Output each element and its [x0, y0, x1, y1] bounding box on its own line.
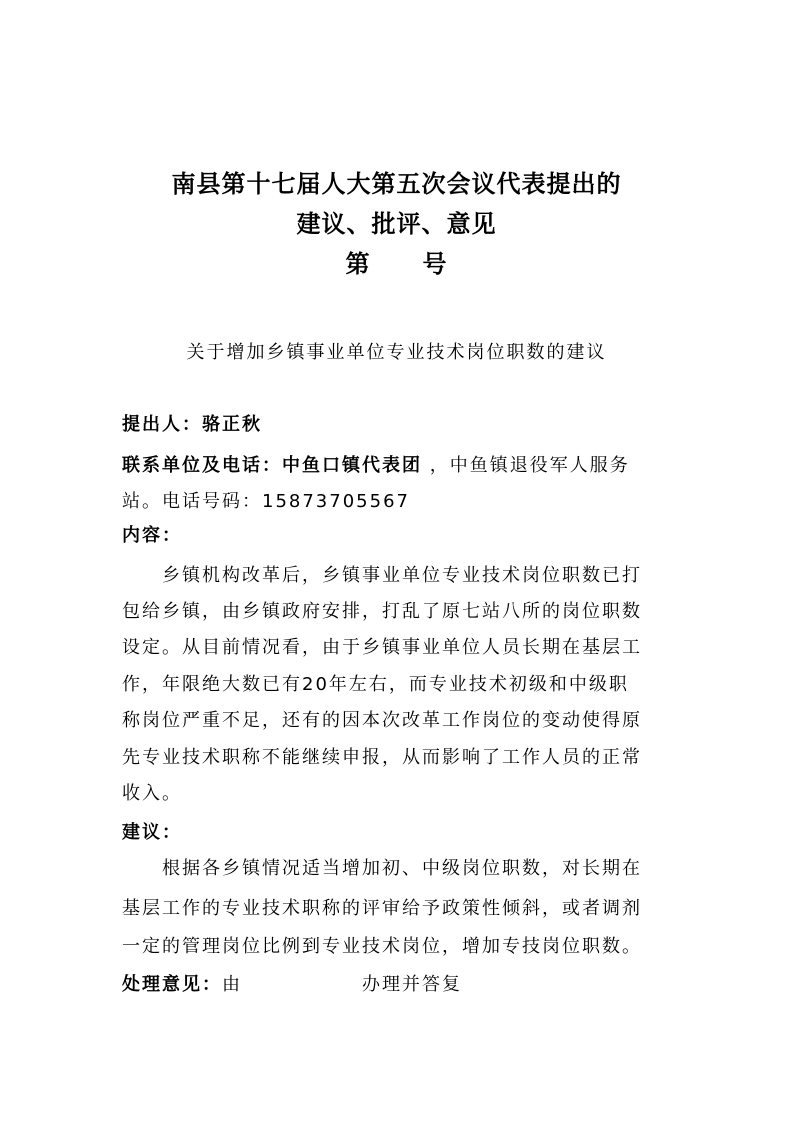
- contact-line: [122, 451, 682, 477]
- content-line-5: 称岗位严重不足，还有的因本次改革工作岗位的变动使得原: [122, 710, 642, 731]
- contact-label: 联系单位及电话：: [122, 455, 282, 476]
- proposer-label: 提出人：: [122, 414, 202, 435]
- contact-sep: ，: [422, 455, 450, 476]
- content-line-6: 先专业技术职称不能继续申报，从而影响了工作人员的正常: [122, 747, 642, 768]
- number-left: 第: [345, 249, 371, 278]
- handling-line: [122, 970, 682, 996]
- content-line-2: 包给乡镇，由乡镇政府安排，打乱了原七站八所的岗位职数: [122, 601, 642, 622]
- title-line-1: 南县第十七届人大第五次会议代表提出的: [171, 169, 622, 198]
- suggestion-line-2: 基层工作的专业技术职称的评审给予政策性倾斜，或者调剂: [122, 898, 642, 919]
- content-line-4: 作，年限绝大数已有20年左右，而专业技术初级和中级职: [122, 674, 629, 695]
- content-line-1: 乡镇机构改革后，乡镇事业单位专业技术岗位职数已打: [162, 565, 642, 586]
- suggestion-line-1: 根据各乡镇情况适当增加初、中级岗位职数，对长期在: [162, 858, 642, 879]
- subject-line: 关于增加乡镇事业单位专业技术岗位职数的建议: [186, 342, 607, 363]
- suggestion-line-3: 一定的管理岗位比例到专业技术岗位，增加专技岗位职数。: [122, 936, 642, 957]
- document-number: [0, 244, 793, 279]
- contact-unit: 中鱼口镇代表团: [282, 455, 422, 476]
- contact-detail-2: 站。电话号码：15873705567: [122, 491, 410, 512]
- proposer-line: [122, 410, 682, 436]
- handling-suffix: 办理并答复: [362, 974, 462, 995]
- suggestion-label: 建议：: [122, 822, 182, 843]
- handling-prefix: 由: [222, 974, 242, 995]
- content-line-7: 收入。: [122, 783, 182, 804]
- number-right: 号: [422, 249, 448, 278]
- handling-label: 处理意见：: [122, 974, 222, 995]
- contact-detail-1: 中鱼镇退役军人服务: [449, 455, 630, 476]
- title-line-2: 建议、批评、意见: [296, 209, 497, 238]
- proposer-name: 骆正秋: [202, 414, 262, 435]
- content-label: 内容：: [122, 525, 182, 546]
- content-line-3: 设定。从目前情况看，由于乡镇事业单位人员长期在基层工: [122, 637, 642, 658]
